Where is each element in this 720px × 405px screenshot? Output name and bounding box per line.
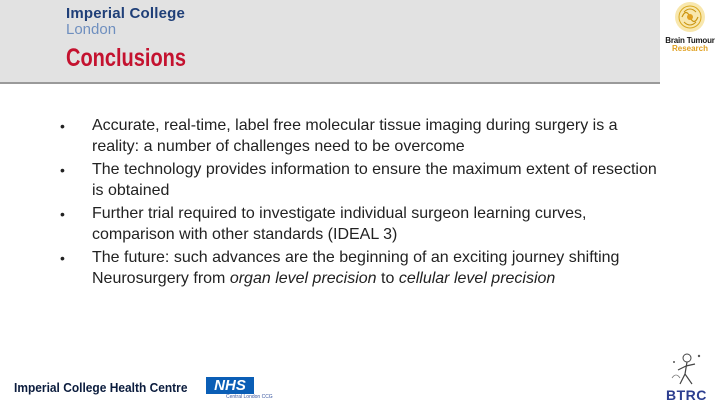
bullet-text: Further trial required to investigate individual surgeon learning curves, comparison with other standards (IDEAL 3) (92, 205, 587, 243)
bullet-marker: • (60, 162, 65, 178)
bullet-text: Accurate, real-time, label free molecular tissue imaging during surgery is a reality: a number of challenges need to be overcome (92, 117, 618, 155)
list-item (58, 160, 658, 201)
conclusions-list (58, 116, 658, 292)
bullet-emphasis-cellular: cellular level precision (398, 269, 556, 287)
nhs-logo: NHS (206, 377, 254, 394)
brand-line2: London (66, 21, 117, 38)
bullet-marker: • (60, 206, 65, 222)
bullet-text-start: The future: such advances are the beginning of an exciting journey shifting Neurosurgery from (92, 249, 620, 287)
brain-tumour-research-wordmark (660, 37, 720, 54)
brand-line1: Imperial College (66, 5, 186, 22)
health-centre-name: Imperial College Health Centre (14, 380, 188, 395)
slide-title: Conclusions (66, 44, 187, 72)
logo-line1: Brain Tumour (665, 36, 715, 45)
bullet-marker: • (60, 250, 65, 266)
bullet-text: The technology provides information to ensure the maximum extent of resection is obtained (92, 161, 657, 199)
bullet-text-middle: to (376, 269, 399, 287)
list-item (58, 204, 658, 245)
list-item (58, 248, 658, 289)
btrc-figure-icon (662, 348, 708, 388)
logo-line2: Research (671, 44, 709, 54)
ccg-label: Central London CCG (226, 394, 273, 400)
imperial-college-logo (66, 6, 185, 37)
bullet-emphasis-organ: organ level precision (229, 269, 377, 287)
header-divider (0, 82, 660, 84)
btrc-logo: BTRC (666, 387, 707, 403)
bullet-marker: • (60, 118, 65, 134)
list-item (58, 116, 658, 157)
